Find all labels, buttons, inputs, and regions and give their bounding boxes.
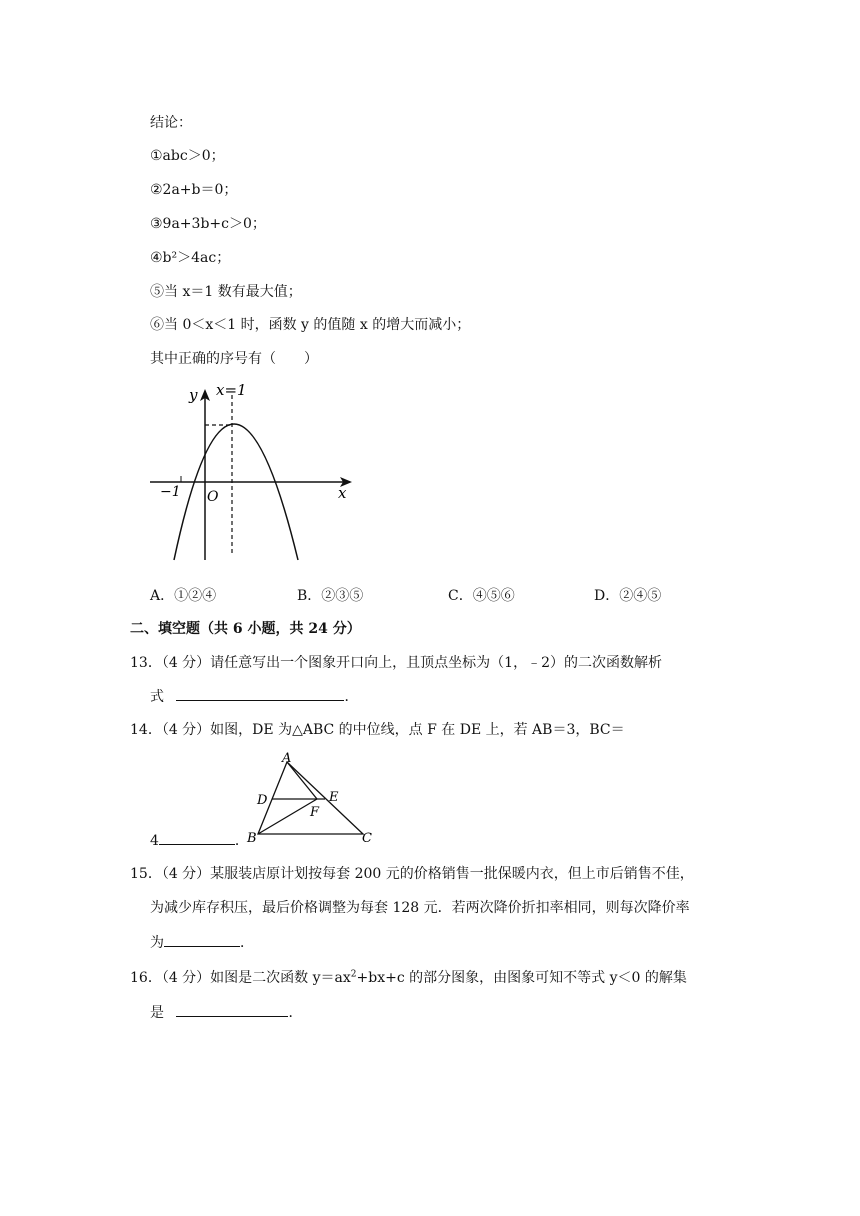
x-axis-label: x (338, 484, 347, 502)
option-d (594, 585, 661, 605)
conclusion-2: ②2a+b＝0； (150, 182, 238, 198)
conclusion-4: ④b²＞4ac； (150, 250, 231, 266)
conclusion-6: ⑥当 0＜x＜1 时，函数 y 的值随 x 的增大而减小； (150, 317, 471, 333)
triangle-abc (258, 762, 363, 834)
option-d-letter: D． (594, 588, 620, 604)
q14-answer-blank[interactable] (159, 830, 235, 845)
section2-title: 二、填空题（共 6 小题，共 24 分） (130, 621, 361, 637)
q15-line3 (150, 932, 254, 953)
q16-line1 (130, 968, 687, 988)
q14-prefix: 4 (150, 833, 159, 849)
y-axis-label: y (189, 386, 198, 404)
option-c (448, 585, 515, 605)
symmetry-label: x=1 (216, 381, 247, 399)
label-e: E (329, 790, 339, 805)
origin-label: O (207, 489, 219, 505)
q14-suffix: ． (234, 833, 249, 849)
q16-line2: 是 ． (150, 1002, 302, 1023)
parabola-graph (140, 380, 370, 565)
conclusion-3: ③9a+3b+c＞0； (150, 216, 266, 232)
option-b-letter: B． (297, 588, 322, 604)
option-b (297, 585, 363, 605)
q16-text-a: 16．（4 分）如图是二次函数 y＝ax (130, 970, 351, 986)
q13-answer-blank[interactable] (176, 686, 344, 701)
option-b-text: ②③⑤ (321, 588, 364, 604)
segment-af (287, 762, 317, 799)
question-prompt: 其中正确的序号有（ ） (150, 351, 318, 367)
q15-answer-blank[interactable] (164, 932, 240, 947)
label-a: A (282, 751, 292, 766)
q16-answer-blank[interactable] (176, 1002, 288, 1017)
conclusion-5: ⑤当 x＝1 数有最大值； (150, 284, 302, 300)
q13-line2: 式 ． (150, 686, 358, 707)
q15-line1: 15．（4 分）某服装店原计划按每套 200 元的价格销售一批保暖内衣，但上市后销售不佳， (130, 866, 694, 882)
q14-line1: 14．（4 分）如图，DE 为△ABC 的中位线，点 F 在 DE 上，若 AB＝3，BC＝ (130, 722, 625, 738)
q16-exponent: 2 (350, 969, 357, 980)
label-c: C (362, 831, 372, 846)
q15-line2: 为减少库存积压，最后价格调整为每套 128 元．若两次降价折扣率相同，则每次降价率 (150, 900, 690, 916)
q14-line2 (150, 830, 249, 851)
q16-text-b: +bx+c 的部分图象，由图象可知不等式 y＜0 的解集 (356, 970, 687, 986)
triangle-figure (245, 752, 380, 847)
root-label: −1 (160, 484, 181, 500)
conclusion-1: ①abc＞0； (150, 148, 225, 164)
option-c-text: ④⑤⑥ (472, 588, 515, 604)
conclusions-heading: 结论： (150, 115, 192, 131)
label-b: B (247, 831, 257, 846)
q15-prefix: 为 (150, 935, 164, 951)
q13-line1: 13．（4 分）请任意写出一个图象开口向上，且顶点坐标为（1，﹣2）的二次函数解析 (130, 655, 662, 671)
option-c-letter: C． (448, 588, 473, 604)
q13-prefix: 式 (150, 689, 164, 705)
option-a-text: ①②④ (174, 588, 217, 604)
q16-prefix: 是 (150, 1005, 164, 1021)
option-d-text: ②④⑤ (619, 588, 662, 604)
option-a-letter: A． (150, 588, 175, 604)
label-f: F (310, 805, 320, 820)
label-d: D (257, 793, 268, 808)
q15-suffix: ． (240, 935, 254, 951)
parabola-curve (174, 424, 298, 560)
option-a (150, 585, 216, 605)
